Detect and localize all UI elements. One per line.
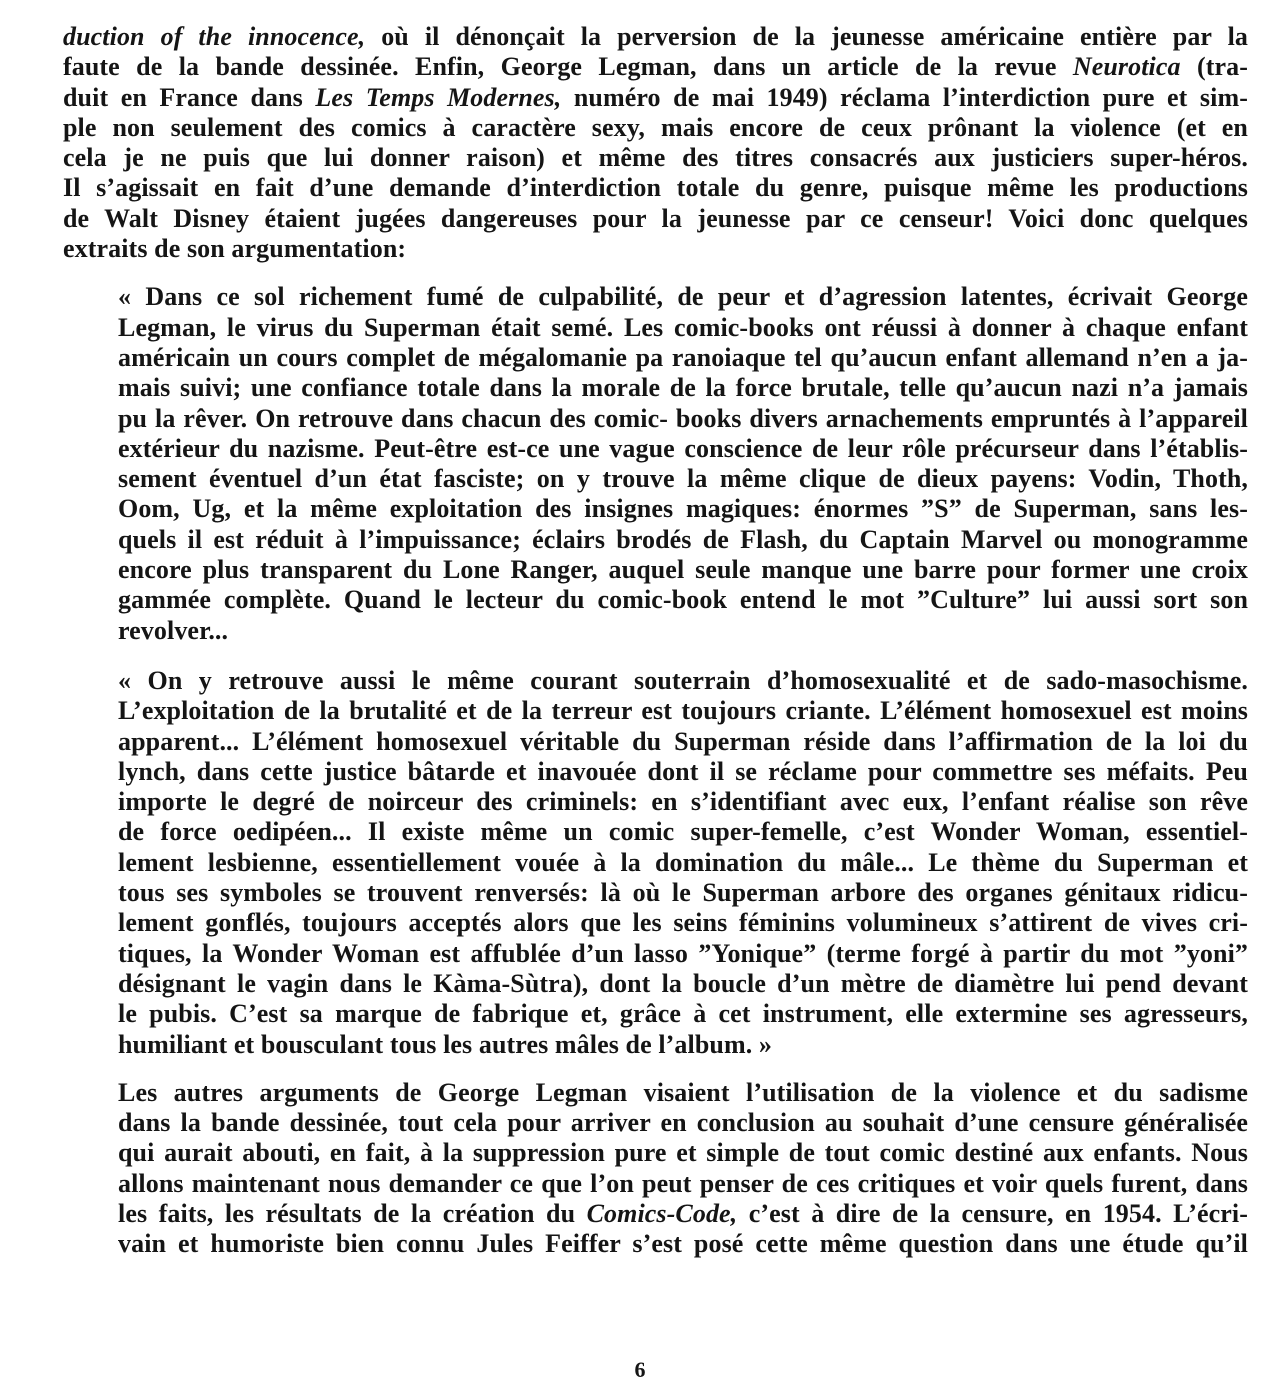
text-line	[63, 1169, 1248, 1199]
page-number: 6	[634, 1357, 646, 1382]
text-line	[63, 83, 1248, 113]
text-line	[63, 113, 1248, 143]
text-segment: mais suivi; une confiance totale dans la morale de la force brutale, telle qu’aucun nazi n’a jamais	[118, 373, 1248, 403]
text-segment: tiques, la Wonder Woman est affublée d’un lasso ”Yonique” (terme forgé à partir du mot ”yoni”	[118, 938, 1248, 968]
text-segment: quels il est réduit à l’impuissance; éclairs brodés de Flash, du Captain Marvel ou monogramme	[118, 524, 1248, 554]
text-segment: dans la bande dessinée, tout cela pour arriver en conclusion au souhait d’une censure généralisée	[118, 1108, 1248, 1138]
italic-text: duction of the innocence,	[63, 22, 366, 51]
italic-text: Comics-Code,	[586, 1198, 738, 1228]
italic-text: Neurotica	[1072, 52, 1181, 82]
text-segment: importe le degré de noirceur des criminels: en s’identifiant avec eux, l’enfant réalise son rêve	[118, 787, 1248, 817]
text-segment: apparent... L’élément homosexuel véritable du Superman réside dans l’affirmation de la loi du	[118, 726, 1248, 756]
text-line	[63, 757, 1248, 787]
text-line	[63, 143, 1248, 173]
text-line	[63, 787, 1248, 817]
text-segment: allons maintenant nous demander ce que l’on peut penser de ces critiques et voir quels furent, dans	[118, 1168, 1248, 1198]
text-segment: lement gonflés, toujours acceptés alors que les seins féminins volumineux s’attirent de vives cri-	[118, 908, 1248, 938]
text-segment: désignant le vagin dans le Kàma-Sùtra), dont la boucle d’un mètre de diamètre lui pend devant	[118, 968, 1248, 998]
text-segment: « On y retrouve aussi le même courant souterrain d’homosexualité et de sado-masochisme.	[118, 665, 1248, 695]
text-segment: Il s’agissait en fait d’une demande d’interdiction totale du genre, puisque même les productions	[63, 173, 1248, 203]
text-line	[63, 555, 1248, 585]
text-segment: où il dénonçait la perversion de la jeunesse américaine entière par la	[365, 22, 1248, 51]
text-segment: Legman, le virus du Superman était semé. Les comic-books ont réussi à donner à chaque enfant	[118, 312, 1248, 342]
text-segment: pu la rêver. On retrouve dans chacun des comic- books divers arnachements empruntés à l’appareil	[118, 403, 1248, 433]
text-line	[63, 282, 1248, 312]
text-line	[63, 404, 1248, 434]
text-line	[63, 1030, 1248, 1060]
paragraph-intro	[63, 22, 1248, 264]
text-segment: Oom, Ug, et la même exploitation des insignes magiques: énormes ”S” de Superman, sans les-	[118, 494, 1248, 524]
text-segment: duit en France dans	[63, 82, 316, 112]
text-segment: encore plus transparent du Lone Ranger, auquel seule manque une barre pour former une croix	[118, 555, 1248, 585]
text-line	[63, 525, 1248, 555]
text-line	[63, 22, 1248, 52]
text-line	[63, 585, 1248, 615]
text-segment: de force oedipéen... Il existe même un comic super-femelle, c’est Wonder Woman, essentiel-	[118, 817, 1248, 847]
text-segment: revolver...	[118, 615, 229, 645]
text-segment: vain et humoriste bien connu Jules Feiffer s’est posé cette même question dans une étude qu’il	[118, 1229, 1248, 1259]
text-segment: extérieur du nazisme. Peut-être est-ce une vague conscience de leur rôle précurseur dans l’établis-	[118, 433, 1248, 463]
text-segment: lement lesbienne, essentiellement vouée à la domination du mâle... Le thème du Superman et	[118, 847, 1248, 877]
text-line	[63, 1199, 1248, 1229]
italic-text: Les Temps Modernes,	[315, 82, 562, 112]
text-line	[63, 999, 1248, 1029]
text-line	[63, 848, 1248, 878]
text-segment: tous ses symboles se trouvent renversés: là où le Superman arbore des organes génitaux ridicu-	[118, 878, 1248, 908]
text-segment: faute de la bande dessinée. Enfin, George Legman, dans un article de la revue	[63, 52, 1073, 82]
text-line	[63, 727, 1248, 757]
text-line	[63, 173, 1248, 203]
text-line	[63, 878, 1248, 908]
text-line	[63, 343, 1248, 373]
text-segment: américain un cours complet de mégalomanie pa ranoiaque tel qu’aucun enfant allemand n’en a ja-	[118, 342, 1248, 372]
text-line	[63, 234, 1248, 264]
text-segment: Les autres arguments de George Legman visaient l’utilisation de la violence et du sadisme	[118, 1077, 1248, 1107]
text-segment: lynch, dans cette justice bâtarde et inavouée dont il se réclame pour commettre ses méfaits. Peu	[118, 756, 1248, 786]
text-segment: de Walt Disney étaient jugées dangereuses pour la jeunesse par ce censeur! Voici donc quelques	[63, 203, 1248, 233]
text-segment: « Dans ce sol richement fumé de culpabilité, de peur et d’agression latentes, écrivait George	[118, 282, 1248, 312]
text-segment: numéro de mai 1949) réclama l’interdiction pure et sim-	[561, 82, 1248, 112]
text-line	[63, 464, 1248, 494]
text-segment: L’exploitation de la brutalité et de la terreur est toujours criante. L’élément homosexuel est moins	[118, 696, 1248, 726]
body-text	[63, 22, 1248, 1260]
text-segment: (tra-	[1180, 52, 1248, 82]
text-line	[63, 52, 1248, 82]
quote-paragraph-1	[63, 282, 1248, 646]
text-segment: sement éventuel d’un état fasciste; on y trouve la même clique de dieux payens: Vodin, Thoth,	[118, 464, 1248, 494]
text-line	[63, 1138, 1248, 1168]
text-line	[63, 494, 1248, 524]
text-line	[63, 313, 1248, 343]
text-line	[63, 616, 1248, 646]
text-segment: le pubis. C’est sa marque de fabrique et, grâce à cet instrument, elle extermine ses agresseurs,	[118, 999, 1248, 1029]
text-line	[63, 1078, 1248, 1108]
text-segment: qui aurait abouti, en fait, à la suppression pure et simple de tout comic destiné aux enfants. Nous	[118, 1138, 1248, 1168]
text-line	[63, 1108, 1248, 1138]
text-line	[63, 373, 1248, 403]
text-line	[63, 817, 1248, 847]
text-segment: les faits, les résultats de la création du	[118, 1198, 587, 1228]
quote-paragraph-2	[63, 666, 1248, 1060]
text-line	[63, 939, 1248, 969]
paragraph-conclusion	[63, 1078, 1248, 1260]
text-line	[63, 969, 1248, 999]
text-line	[63, 1229, 1248, 1259]
document-page	[63, 22, 1248, 1260]
text-line	[63, 204, 1248, 234]
text-segment: cela je ne puis que lui donner raison) et même des titres consacrés aux justiciers super-héros.	[63, 143, 1248, 173]
text-line	[63, 666, 1248, 696]
text-segment: extraits de son argumentation:	[63, 234, 407, 264]
text-segment: c’est à dire de la censure, en 1954. L’écri-	[737, 1198, 1248, 1228]
text-line	[63, 908, 1248, 938]
text-line	[63, 434, 1248, 464]
text-segment: gammée complète. Quand le lecteur du comic-book entend le mot ”Culture” lui aussi sort son	[118, 585, 1248, 615]
text-segment: ple non seulement des comics à caractère sexy, mais encore de ceux prônant la violence (et en	[63, 112, 1248, 142]
text-line	[63, 696, 1248, 726]
text-segment: humiliant et bousculant tous les autres mâles de l’album. »	[118, 1029, 773, 1059]
